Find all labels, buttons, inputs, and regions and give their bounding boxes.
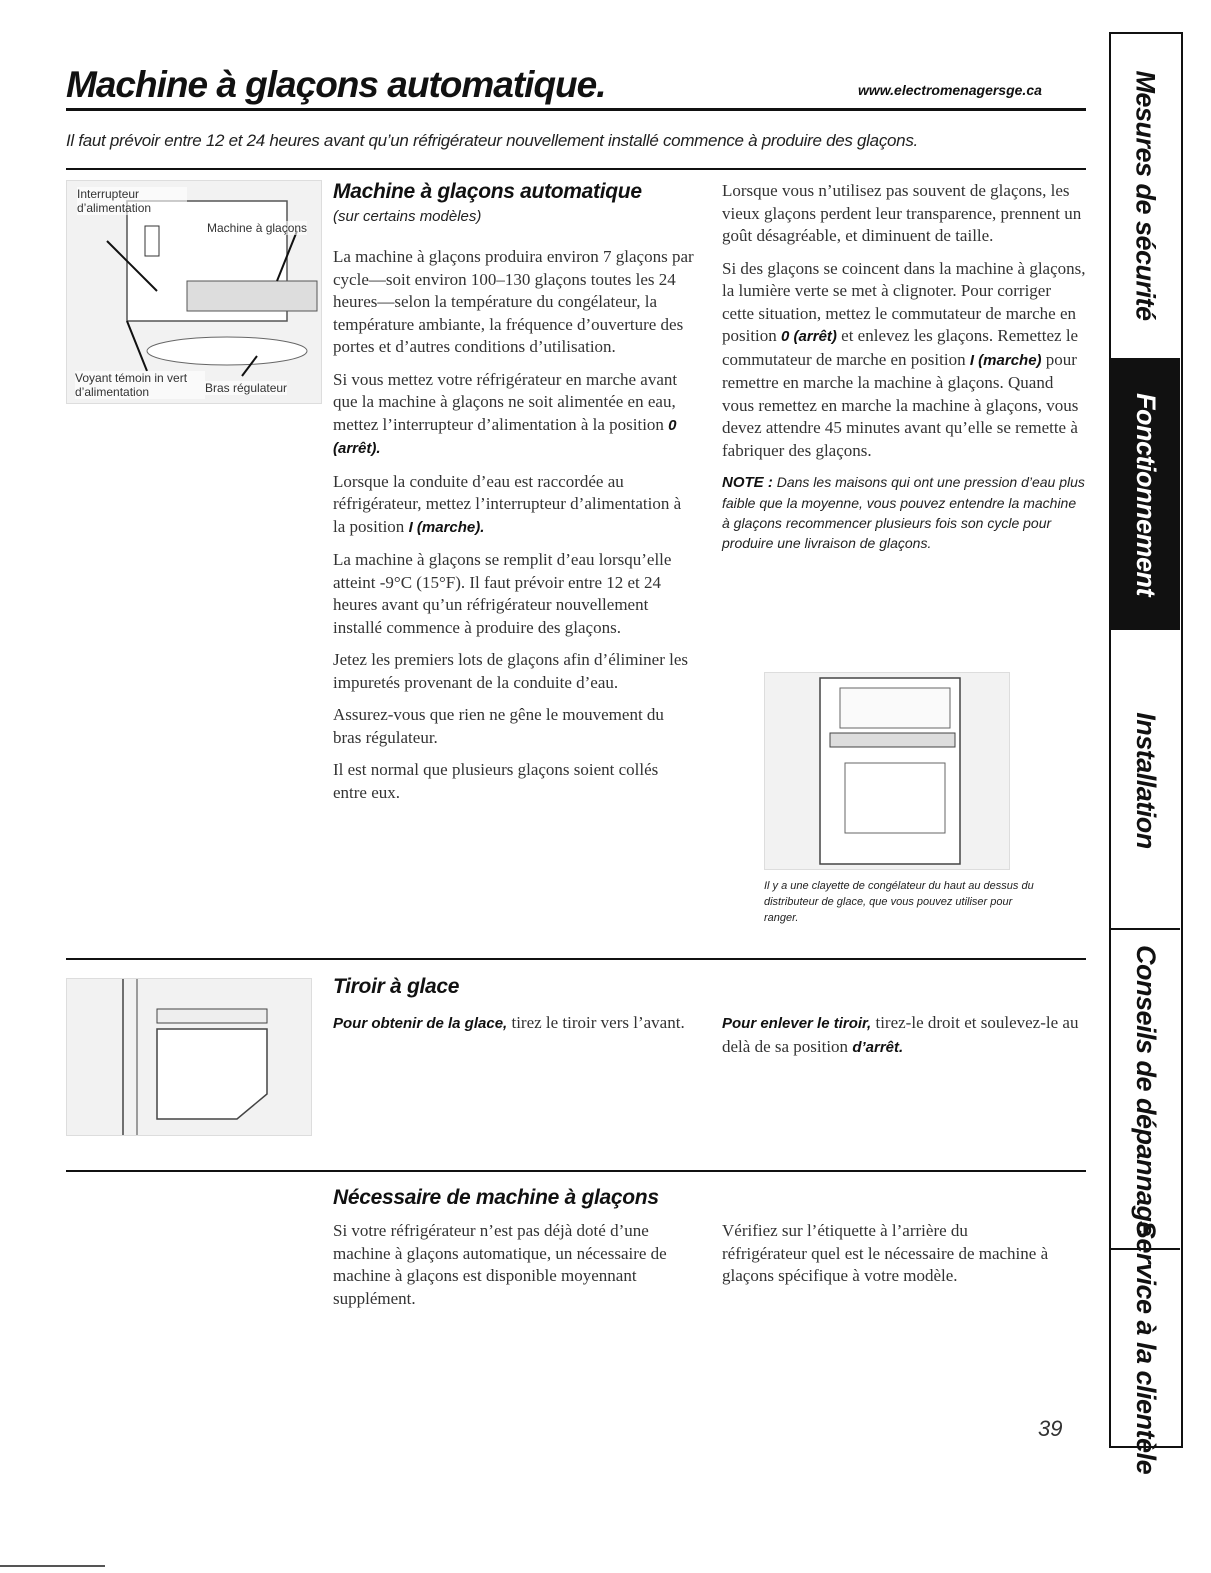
website-url[interactable]: www.electromenagersge.ca [858, 82, 1042, 98]
note-label: NOTE : [722, 474, 773, 491]
header-rule [66, 108, 1086, 111]
freezer-shelf-drawing [765, 673, 1009, 869]
scan-mark [0, 1565, 105, 1567]
ice-bin-left: Pour obtenir de la glace, tirez le tiroir vers l’avant. [333, 1013, 685, 1032]
paragraph-power-off: Si vous mettez votre réfrigérateur en marche avant que la machine à glaçons ne soit alimentée en eau, mettez l’interrupteur d’alimentation à la position 0 (arrêt). [333, 369, 678, 457]
paragraph-production: La machine à glaçons produira environ 7 glaçons par cycle—soit environ 100–130 glaçons toutes les 24 heures—selon la température du congélateur, la température ambiante, la fréquence d’ouverture des portes et d’autres conditions d’utilisation. [333, 247, 694, 356]
section3-rule [66, 1170, 1086, 1172]
section-heading-ice-bin: Tiroir à glace [333, 975, 460, 998]
tab-installation[interactable] [1111, 632, 1180, 930]
freezer-shelf-illustration [764, 672, 1010, 870]
icemaker-column-2 [722, 180, 1086, 563]
ice-bin-drawing [67, 979, 311, 1135]
tab-troubleshooting[interactable] [1111, 932, 1180, 1250]
intro-text: Il faut prévoir entre 12 et 24 heures avant qu’un réfrigérateur nouvellement installé commence à produire des glaçons. [66, 131, 918, 150]
freezer-shelf-caption: Il y a une clayette de congélateur du haut au dessus du distributeur de glace, que vous pouvez utiliser pour ranger. [764, 880, 1034, 924]
tab-safety-label: Mesures de sécurité [1131, 69, 1161, 321]
emphasis-remove-bin: Pour enlever le tiroir, [722, 1015, 872, 1032]
label-feeler-arm: Bras régulateur [205, 381, 288, 395]
paragraph-power-on: Lorsque la conduite d’eau est raccordée au réfrigérateur, mettez l’interrupteur d’alimentation à la position I (marche). [333, 471, 682, 536]
page-number: 39 [1038, 1416, 1063, 1441]
tab-installation-label: Installation [1131, 711, 1162, 849]
paragraph-stuck: Il est normal que plusieurs glaçons soient collés entre eux. [333, 760, 659, 802]
tab-customer-service-label: Service à la clientèle [1131, 1220, 1161, 1474]
paragraph-kit-available: Si votre réfrigérateur n’est pas déjà doté d’une machine à glaçons automatique, un nécessaire de machine à glaçons est disponible moyennant supplément. [333, 1221, 667, 1308]
paragraph-green-light: Si des glaçons se coincent dans la machine à glaçons, la lumière verte se met à clignoter. Pour corriger cette situation, mettez le commutateur de marche en position 0 (arrêt) et enlevez les glaçons. Remettez le commutateur de marche en position I (marche) pour remettre en marche la machine à glaçons. Quand vous remettez en marche la machine à glaçons, vous devez attendre 45 minutes avant qu’elle se remette à fabriquer des glaçons. [722, 258, 1086, 460]
emphasis-on-2: I (marche) [969, 351, 1042, 369]
note-pressure: NOTE : Dans les maisons qui ont une pression d’eau plus faible que la moyenne, vous pouvez entendre la machine à glaçons recommencer plusieurs fois son cycle pour produire une livraison de glaçons. [722, 474, 1085, 551]
tab-customer-service[interactable] [1111, 1220, 1180, 1474]
section-subheading: (sur certains modèles) [333, 208, 482, 225]
label-power-switch: Interrupteur d’alimentation [77, 187, 187, 215]
paragraph-kit-label: Vérifiez sur l’étiquette à l’arrière du réfrigérateur quel est le nécessaire de machine à glaçons spécifique à votre modèle. [722, 1221, 1049, 1285]
intro-rule [66, 168, 1086, 170]
kit-right [722, 1220, 1052, 1298]
paragraph-arm: Assurez-vous que rien ne gêne le mouvement du bras régulateur. [333, 705, 664, 747]
emphasis-off: 0 (arrêt). [333, 416, 677, 457]
emphasis-on: I (marche). [408, 518, 485, 536]
emphasis-off-2: 0 (arrêt) [781, 328, 837, 345]
section-heading-icemaker-kit: Nécessaire de machine à glaçons [333, 1186, 659, 1209]
section2-rule [66, 958, 1086, 960]
section-heading-icemaker: Machine à glaçons automatique [333, 180, 642, 203]
emphasis-stop: d’arrêt. [852, 1038, 904, 1056]
paragraph-fill: La machine à glaçons se remplit d’eau lorsqu’elle atteint -9°C (15°F). Il faut prévoir entre 12 et 24 heures avant qu’un réfrigérateur nouvellement installé commence à produire des glaçons. [333, 550, 672, 637]
emphasis-get-ice: Pour obtenir de la glace, [333, 1015, 508, 1032]
ice-bin-right: Pour enlever le tiroir, tirez-le droit et soulevez-le au delà de sa position d’arrêt. [722, 1013, 1079, 1056]
label-icemaker: Machine à glaçons [207, 221, 308, 235]
ice-bin-illustration [66, 978, 312, 1136]
kit-left [333, 1220, 693, 1320]
tab-troubleshooting-label: Conseils de dépannage [1131, 944, 1162, 1236]
tab-operation[interactable] [1111, 358, 1180, 630]
icemaker-column-1 [333, 246, 695, 814]
tab-operation-label: Fonctionnement [1131, 392, 1161, 596]
tab-safety[interactable] [1111, 34, 1180, 356]
paragraph-discard: Jetez les premiers lots de glaçons afin d’éliminer les impuretés provenant de la conduite d’eau. [333, 650, 688, 692]
label-power-light: Voyant témoin in vert d’alimentation [75, 371, 205, 399]
icemaker-illustration [66, 180, 322, 404]
paragraph-old-ice: Lorsque vous n’utilisez pas souvent de glaçons, les vieux glaçons perdent leur transparence, prennent un goût désagréable, et diminuent de taille. [722, 181, 1082, 245]
page-title: Machine à glaçons automatique. [66, 64, 606, 105]
